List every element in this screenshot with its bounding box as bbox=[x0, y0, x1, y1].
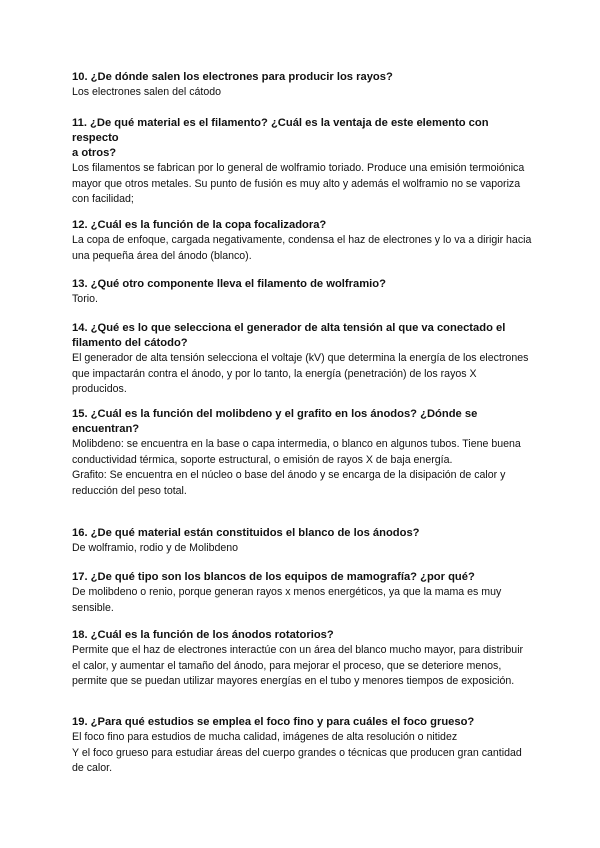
question-15: 15. ¿Cuál es la función del molibdeno y el grafito en los ánodos? ¿Dónde se encuentran? bbox=[72, 408, 478, 435]
qa-item-16 bbox=[72, 526, 534, 557]
answer-11: Los filamentos se fabrican por lo general de wolframio toriado. Produce una emisión termoiónica mayor que otros metales. Su punto de fusión es muy alto y además el wolframio no se vaporiza con facilidad; bbox=[72, 162, 525, 205]
qa-item-11 bbox=[72, 116, 534, 208]
answer-17: De molibdeno o renio, porque generan rayos x menos energéticos, ya que la mama es muy sensible. bbox=[72, 586, 502, 614]
qa-item-18 bbox=[72, 628, 534, 690]
question-14: 14. ¿Qué es lo que selecciona el generador de alta tensión al que va conectado el filamento del cátodo? bbox=[72, 322, 506, 349]
answer-13: Torio. bbox=[72, 293, 98, 305]
question-10: 10. ¿De dónde salen los electrones para producir los rayos? bbox=[72, 71, 393, 83]
question-13: 13. ¿Qué otro componente lleva el filamento de wolframio? bbox=[72, 278, 386, 290]
answer-16: De wolframio, rodio y de Molibdeno bbox=[72, 542, 239, 554]
question-12: 12. ¿Cuál es la función de la copa focalizadora? bbox=[72, 219, 327, 231]
question-19: 19. ¿Para qué estudios se emplea el foco fino y para cuáles el foco grueso? bbox=[72, 716, 475, 728]
qa-item-13 bbox=[72, 277, 534, 308]
question-18: 18. ¿Cuál es la función de los ánodos rotatorios? bbox=[72, 629, 334, 641]
answer-10: Los electrones salen del cátodo bbox=[72, 86, 222, 98]
question-16: 16. ¿De qué material están constituidos el blanco de los ánodos? bbox=[72, 527, 420, 539]
answer-15: Molibdeno: se encuentra en la base o capa intermedia, o blanco en algunos tubos. Tiene buena conductividad térmica, soporte estructural, o emisión de rayos X de baja energía. Grafito: Se encuentra en el núcleo o base del ánodo y se encarga de la disipación de calor y reducción del peso total. bbox=[72, 438, 521, 497]
answer-14: El generador de alta tensión selecciona el voltaje (kV) que determina la energía de los electrones que impactarán contra el ánodo, y por lo tanto, la energía (penetración) de los rayos X producidos. bbox=[72, 352, 529, 395]
qa-item-10 bbox=[72, 70, 534, 101]
qa-item-14 bbox=[72, 321, 534, 398]
qa-item-17 bbox=[72, 570, 534, 616]
answer-19: El foco fino para estudios de mucha calidad, imágenes de alta resolución o nitidez Y el foco grueso para estudiar áreas del cuerpo grandes o técnicas que producen gran cantidad de calor. bbox=[72, 731, 522, 774]
answer-12: La copa de enfoque, cargada negativamente, condensa el haz de electrones y lo va a dirigir hacia una pequeña área del ánodo (blanco). bbox=[72, 234, 532, 262]
question-17: 17. ¿De qué tipo son los blancos de los equipos de mamografía? ¿por qué? bbox=[72, 571, 475, 583]
question-11: 11. ¿De qué material es el filamento? ¿Cuál es la ventaja de este elemento con respecto a otros? bbox=[72, 117, 489, 159]
qa-item-12 bbox=[72, 218, 534, 264]
qa-item-15 bbox=[72, 407, 534, 499]
qa-item-19 bbox=[72, 715, 534, 777]
answer-18: Permite que el haz de electrones interactúe con un área del blanco mucho mayor, para distribuir el calor, y aumentar el tamaño del ánodo, para mejorar el proceso, que se deteriore menos, permite que se puedan utilizar mayores energías en el tubo y menores tiempos de exposición. bbox=[72, 644, 524, 687]
